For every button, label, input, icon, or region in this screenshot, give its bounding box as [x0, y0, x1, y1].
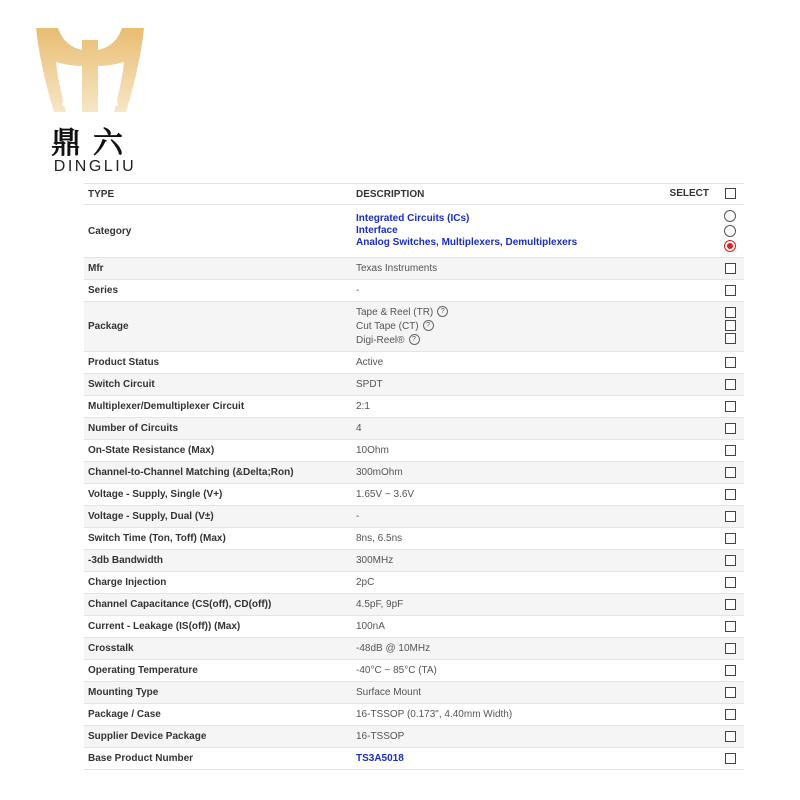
row-value: 4.5pF, 9pF: [352, 594, 652, 616]
row-checkbox[interactable]: [725, 467, 736, 478]
row-select: [652, 638, 744, 660]
row-checkbox[interactable]: [725, 577, 736, 588]
table-row: [84, 280, 744, 302]
table-row: [84, 660, 744, 682]
row-value: 16-TSSOP: [352, 726, 652, 748]
row-label: Channel Capacitance (CS(off), CD(off)): [84, 594, 352, 616]
row-select: [652, 396, 744, 418]
table-row: [84, 396, 744, 418]
row-select: [652, 704, 744, 726]
category-link-ics[interactable]: Integrated Circuits (ICs): [356, 213, 470, 224]
package-option-label: Tape & Reel (TR): [356, 306, 434, 318]
row-checkbox[interactable]: [725, 621, 736, 632]
row-label: Current - Leakage (IS(off)) (Max): [84, 616, 352, 638]
package-option-tape-reel: [356, 306, 648, 320]
row-label: Package / Case: [84, 704, 352, 726]
row-checkbox[interactable]: [725, 599, 736, 610]
table-row: [84, 550, 744, 572]
table-row: [84, 374, 744, 396]
row-label: Product Status: [84, 352, 352, 374]
dingliu-logo: [28, 26, 148, 176]
row-label: Supplier Device Package: [84, 726, 352, 748]
package-option-cut-tape: [356, 320, 648, 334]
row-checkbox[interactable]: [725, 687, 736, 698]
base-product-label: Base Product Number: [84, 748, 352, 770]
table-row: [84, 462, 744, 484]
row-select: [652, 748, 744, 770]
row-select: [652, 572, 744, 594]
row-value: 8ns, 6.5ns: [352, 528, 652, 550]
table-row: [84, 484, 744, 506]
dingliu-logo-mark-icon: [34, 26, 146, 114]
row-value: 100nA: [352, 616, 652, 638]
row-select: [652, 374, 744, 396]
table-row-package: [84, 302, 744, 352]
row-value: 16-TSSOP (0.173", 4.40mm Width): [352, 704, 652, 726]
row-select: [652, 726, 744, 748]
category-radio-interface[interactable]: [724, 225, 736, 237]
product-attributes-table: [84, 183, 744, 770]
help-circle-icon[interactable]: ?: [423, 320, 434, 331]
row-value: 300mOhm: [352, 462, 652, 484]
table-row-base-product: [84, 748, 744, 770]
row-checkbox[interactable]: [725, 379, 736, 390]
header-select-label: SELECT: [669, 188, 709, 200]
row-select: [652, 506, 744, 528]
row-value: -48dB @ 10MHz: [352, 638, 652, 660]
table-row: [84, 528, 744, 550]
row-label: Mfr: [84, 258, 352, 280]
table-row-category: [84, 205, 744, 258]
row-label: On-State Resistance (Max): [84, 440, 352, 462]
row-value: 2pC: [352, 572, 652, 594]
category-values: [352, 205, 652, 258]
header-type: TYPE: [84, 184, 352, 205]
package-option-label: Cut Tape (CT): [356, 320, 419, 332]
select-all-checkbox[interactable]: [725, 188, 736, 199]
row-value: -: [352, 280, 652, 302]
row-select: [652, 682, 744, 704]
package-checkbox-cut-tape[interactable]: [725, 320, 736, 331]
row-value: Texas Instruments: [352, 258, 652, 280]
row-label: Mounting Type: [84, 682, 352, 704]
row-value: 4: [352, 418, 652, 440]
table-row: [84, 638, 744, 660]
row-label: Channel-to-Channel Matching (&Delta;Ron): [84, 462, 352, 484]
row-select: [652, 594, 744, 616]
row-checkbox[interactable]: [725, 731, 736, 742]
row-select: [652, 484, 744, 506]
row-checkbox[interactable]: [725, 643, 736, 654]
logo-chinese-text: 鼎六: [51, 126, 135, 161]
package-select: [652, 302, 744, 352]
base-product-value: [352, 748, 652, 770]
row-select: [652, 462, 744, 484]
row-checkbox[interactable]: [725, 285, 736, 296]
table-row: [84, 258, 744, 280]
table-row: [84, 704, 744, 726]
table-row: [84, 726, 744, 748]
row-label: Voltage - Supply, Dual (V±): [84, 506, 352, 528]
row-label: Switch Time (Ton, Toff) (Max): [84, 528, 352, 550]
header-description: DESCRIPTION: [352, 184, 652, 205]
table-row: [84, 682, 744, 704]
row-value: 300MHz: [352, 550, 652, 572]
row-value: SPDT: [352, 374, 652, 396]
help-circle-icon[interactable]: ?: [409, 334, 420, 345]
help-circle-icon[interactable]: ?: [437, 306, 448, 317]
row-value: 10Ohm: [352, 440, 652, 462]
row-label: Switch Circuit: [84, 374, 352, 396]
table-row: [84, 506, 744, 528]
table-row: [84, 572, 744, 594]
row-label: Series: [84, 280, 352, 302]
row-checkbox[interactable]: [725, 511, 736, 522]
row-checkbox[interactable]: [725, 665, 736, 676]
row-checkbox[interactable]: [725, 357, 736, 368]
row-label: -3db Bandwidth: [84, 550, 352, 572]
category-radio-ics[interactable]: [724, 210, 736, 222]
row-checkbox[interactable]: [725, 263, 736, 274]
category-label: Category: [84, 205, 352, 258]
row-checkbox[interactable]: [725, 753, 736, 764]
row-label: Number of Circuits: [84, 418, 352, 440]
row-select: [652, 418, 744, 440]
package-checkbox-digi-reel[interactable]: [725, 333, 736, 344]
header-select: [652, 184, 744, 205]
row-checkbox[interactable]: [725, 423, 736, 434]
row-label: Multiplexer/Demultiplexer Circuit: [84, 396, 352, 418]
row-select: [652, 616, 744, 638]
row-value: -: [352, 506, 652, 528]
row-select: [652, 352, 744, 374]
row-value: -40°C ~ 85°C (TA): [352, 660, 652, 682]
row-value: Surface Mount: [352, 682, 652, 704]
package-values: [352, 302, 652, 352]
row-checkbox[interactable]: [725, 401, 736, 412]
category-link-analog-switches[interactable]: Analog Switches, Multiplexers, Demultiplexers: [356, 237, 578, 248]
row-select: [652, 660, 744, 682]
row-value: Active: [352, 352, 652, 374]
package-option-label: Digi-Reel®: [356, 334, 405, 346]
row-select: [652, 550, 744, 572]
base-product-link[interactable]: TS3A5018: [356, 752, 404, 764]
table-row: [84, 594, 744, 616]
table-header-row: [84, 184, 744, 205]
row-checkbox[interactable]: [725, 533, 736, 544]
row-select: [652, 528, 744, 550]
row-select: [652, 280, 744, 302]
row-value: 2:1: [352, 396, 652, 418]
category-select: [652, 205, 744, 258]
package-label: Package: [84, 302, 352, 352]
package-checkbox-tape-reel[interactable]: [725, 307, 736, 318]
category-link-interface[interactable]: Interface: [356, 225, 398, 236]
row-value: 1.65V ~ 3.6V: [352, 484, 652, 506]
row-label: Charge Injection: [84, 572, 352, 594]
row-label: Operating Temperature: [84, 660, 352, 682]
row-label: Crosstalk: [84, 638, 352, 660]
row-checkbox[interactable]: [725, 709, 736, 720]
table-row: [84, 440, 744, 462]
logo-english-text: DINGLIU: [53, 158, 137, 175]
row-select: [652, 440, 744, 462]
category-radio-analog-switches[interactable]: [724, 240, 736, 252]
row-checkbox[interactable]: [725, 555, 736, 566]
table-row: [84, 418, 744, 440]
table-row: [84, 616, 744, 638]
row-checkbox[interactable]: [725, 445, 736, 456]
package-option-digi-reel: [356, 334, 648, 348]
row-checkbox[interactable]: [725, 489, 736, 500]
row-select: [652, 258, 744, 280]
attribute-rows: [84, 352, 744, 748]
row-label: Voltage - Supply, Single (V+): [84, 484, 352, 506]
table-row: [84, 352, 744, 374]
